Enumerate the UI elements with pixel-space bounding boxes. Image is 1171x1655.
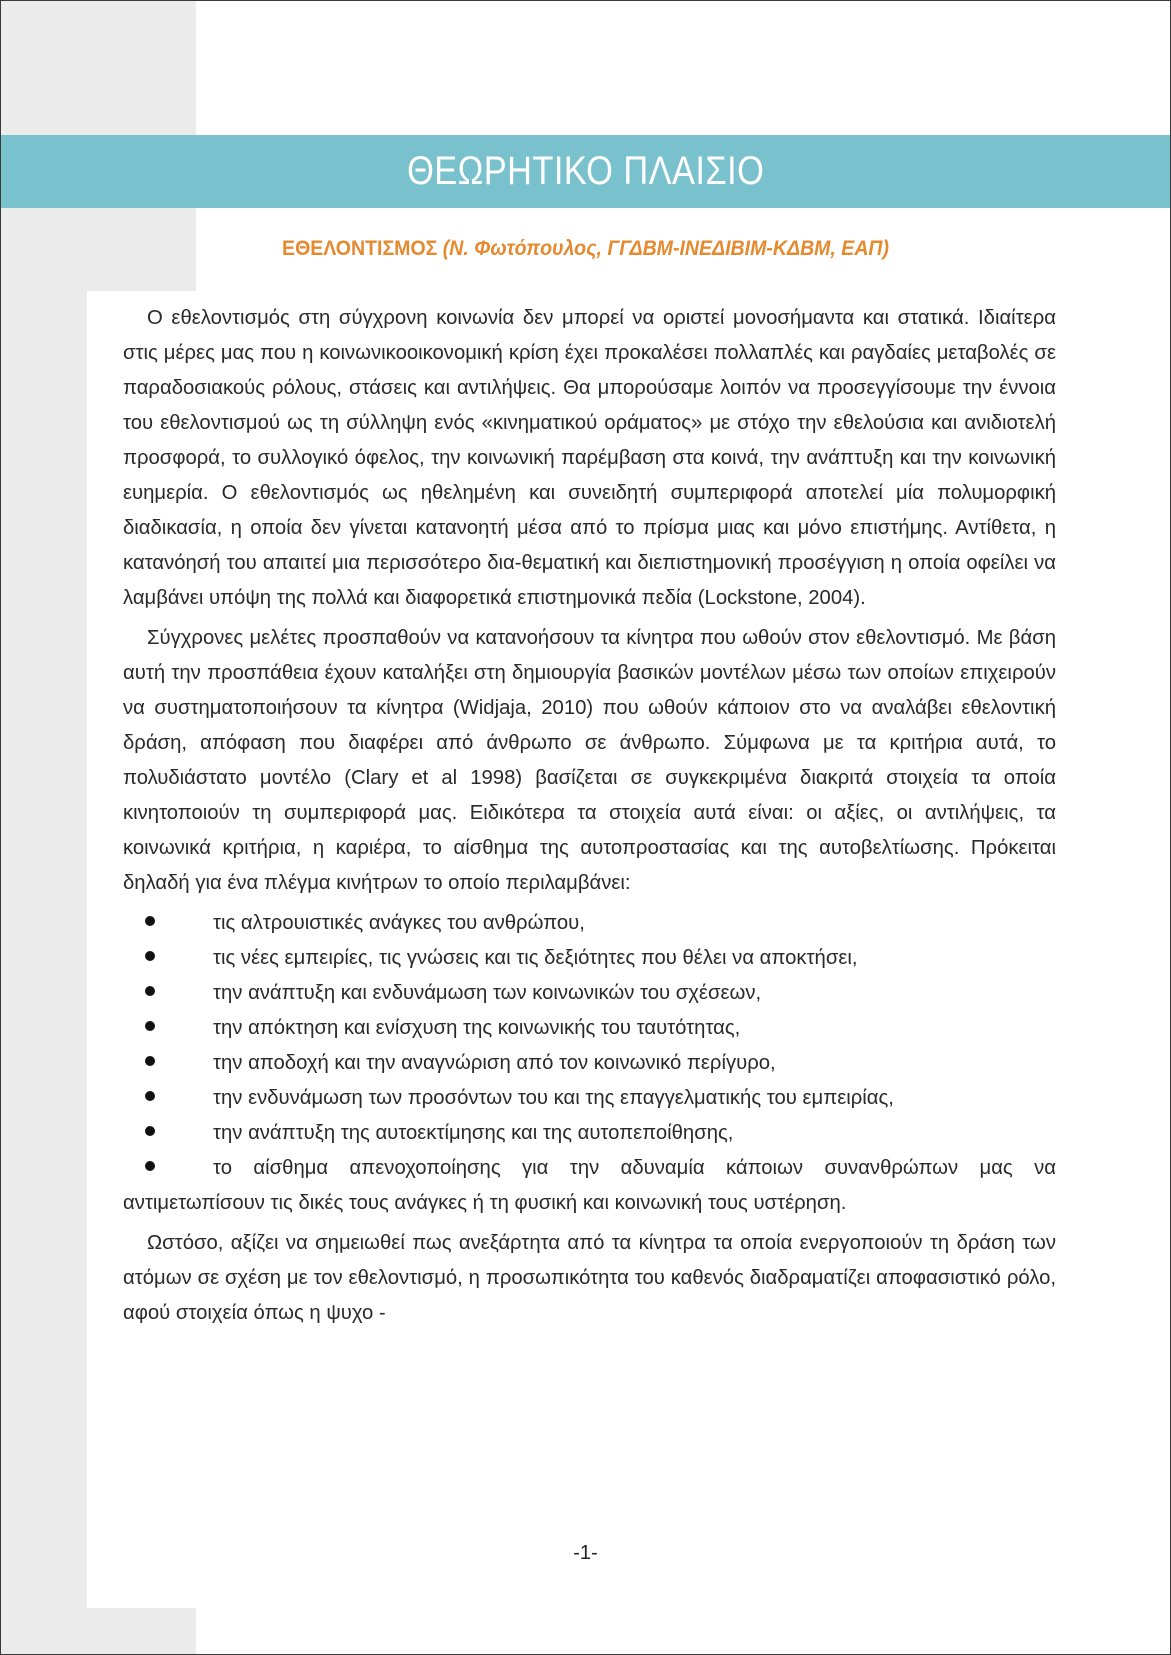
- bullet-icon: [145, 951, 155, 961]
- chapter-title: ΘΕΩΡΗΤΙΚΟ ΠΛΑΙΣΙΟ: [406, 149, 765, 193]
- list-item: την ανάπτυξη της αυτοεκτίμησης και της αυτοπεποίθησης,: [123, 1116, 1056, 1151]
- motives-list: [123, 906, 1056, 1221]
- bullet-icon: [145, 986, 155, 996]
- list-item: τις νέες εμπειρίες, τις γνώσεις και τις δεξιότητες που θέλει να αποκτήσει,: [123, 941, 1056, 976]
- bullet-icon: [145, 1161, 155, 1171]
- section-authors: (Ν. Φωτόπουλος, ΓΓΔΒΜ-ΙΝΕΔΙΒΙΜ-ΚΔΒΜ, ΕΑΠ): [442, 237, 889, 260]
- list-item: τις αλτρουιστικές ανάγκες του ανθρώπου,: [123, 906, 1056, 941]
- list-item: την ενδυνάμωση των προσόντων του και της επαγγελματικής του εμπειρίας,: [123, 1081, 1056, 1116]
- list-item: την αποδοχή και την αναγνώριση από τον κοινωνικό περίγυρο,: [123, 1046, 1056, 1081]
- section-heading: [42, 237, 1129, 261]
- decorative-gray-block-bottom: [1, 1608, 196, 1654]
- bullet-icon: [145, 1056, 155, 1066]
- bullet-icon: [145, 1126, 155, 1136]
- bullet-icon: [145, 1091, 155, 1101]
- bullet-icon: [145, 1021, 155, 1031]
- paragraph-3: Ωστόσο, αξίζει να σημειωθεί πως ανεξάρτητα από τα κίνητρα τα οποία ενεργοποιούν τη δράση των ατόμων σε σχέση με τον εθελοντισμό, η προσωπικότητα του καθενός διαδραματίζει αποφασιστικό ρόλο, αφού στοιχεία όπως η ψυχο -: [123, 1232, 1056, 1324]
- page-number: -1-: [573, 1542, 598, 1564]
- list-item: την απόκτηση και ενίσχυση της κοινωνικής του ταυτότητας,: [123, 1011, 1056, 1046]
- paragraph-2: Σύγχρονες μελέτες προσπαθούν να κατανοήσουν τα κίνητρα που ωθούν στον εθελοντισμό. Με βάση αυτή την προσπάθεια έχουν καταλήξει στη δημιουργία βασικών μοντέλων μέσω των οποίων επιχειρούν να συστηματοποιήσουν τα κίνητρα (Widjaja, 2010) που ωθούν κάποιον στο να αναλάβει εθελοντική δράση, απόφαση που διαφέρει από άνθρωπο σε άνθρωπο. Σύμφωνα με τα κριτήρια αυτά, το πολυδιάστατο μοντέλο (Clary et al 1998) βασίζεται σε συγκεκριμένα διακριτά στοιχεία τα οποία κινητοποιούν τη συμπεριφορά μας. Ειδικότερα τα στοιχεία αυτά είναι: οι αξίες, οι αντιλήψεις, τα κοινωνικά κριτήρια, η καριέρα, το αίσθημα της αυτοπροστασίας και της αυτοβελτίωσης. Πρόκειται δηλαδή για ένα πλέγμα κινήτρων το οποίο περιλαμβάνει:: [123, 627, 1056, 894]
- document-body: [123, 301, 1056, 1336]
- list-item: την ανάπτυξη και ενδυνάμωση των κοινωνικών του σχέσεων,: [123, 976, 1056, 1011]
- list-item: το αίσθημα απενοχοποίησης για την αδυναμία κάποιων συνανθρώπων μας να αντιμετωπίσουν τις δικές τους ανάγκες ή τη φυσική και κοινωνική τους υστέρηση.: [123, 1157, 1056, 1214]
- bullet-icon: [145, 916, 155, 926]
- chapter-banner: [1, 135, 1170, 208]
- section-heading-text: ΕΘΕΛΟΝΤΙΣΜΟΣ: [282, 237, 438, 260]
- paragraph-1: Ο εθελοντισμός στη σύγχρονη κοινωνία δεν μπορεί να οριστεί μονοσήμαντα και στατικά. Ιδιαίτερα στις μέρες μας που η κοινωνικοοικονομική κρίση έχει προκαλέσει πολλαπλές και ραγδαίες μεταβολές σε παραδοσιακούς ρόλους, στάσεις και αντιλήψεις. Θα μπορούσαμε λοιπόν να προσεγγίσουμε την έννοια του εθελοντισμού ως τη σύλληψη ενός «κινηματικού οράματος» με στόχο την εθελούσια και ανιδιοτελή προσφορά, το συλλογικό όφελος, την κοινωνική παρέμβαση στα κοινά, την ανάπτυξη και την κοινωνική ευημερία. Ο εθελοντισμός ως ηθελημένη και συνειδητή συμπεριφορά αποτελεί μία πολυμορφική διαδικασία, η οποία δεν γίνεται κατανοητή μέσα από το πρίσμα μιας και μόνο επιστήμης. Αντίθετα, η κατανόησή του απαιτεί μια περισσότερο δια-θεματική και διεπιστημονική προσέγγιση η οποία οφείλει να λαμβάνει υπόψη της πολλά και διαφορετικά επιστημονικά πεδία (Lockstone, 2004).: [123, 307, 1056, 609]
